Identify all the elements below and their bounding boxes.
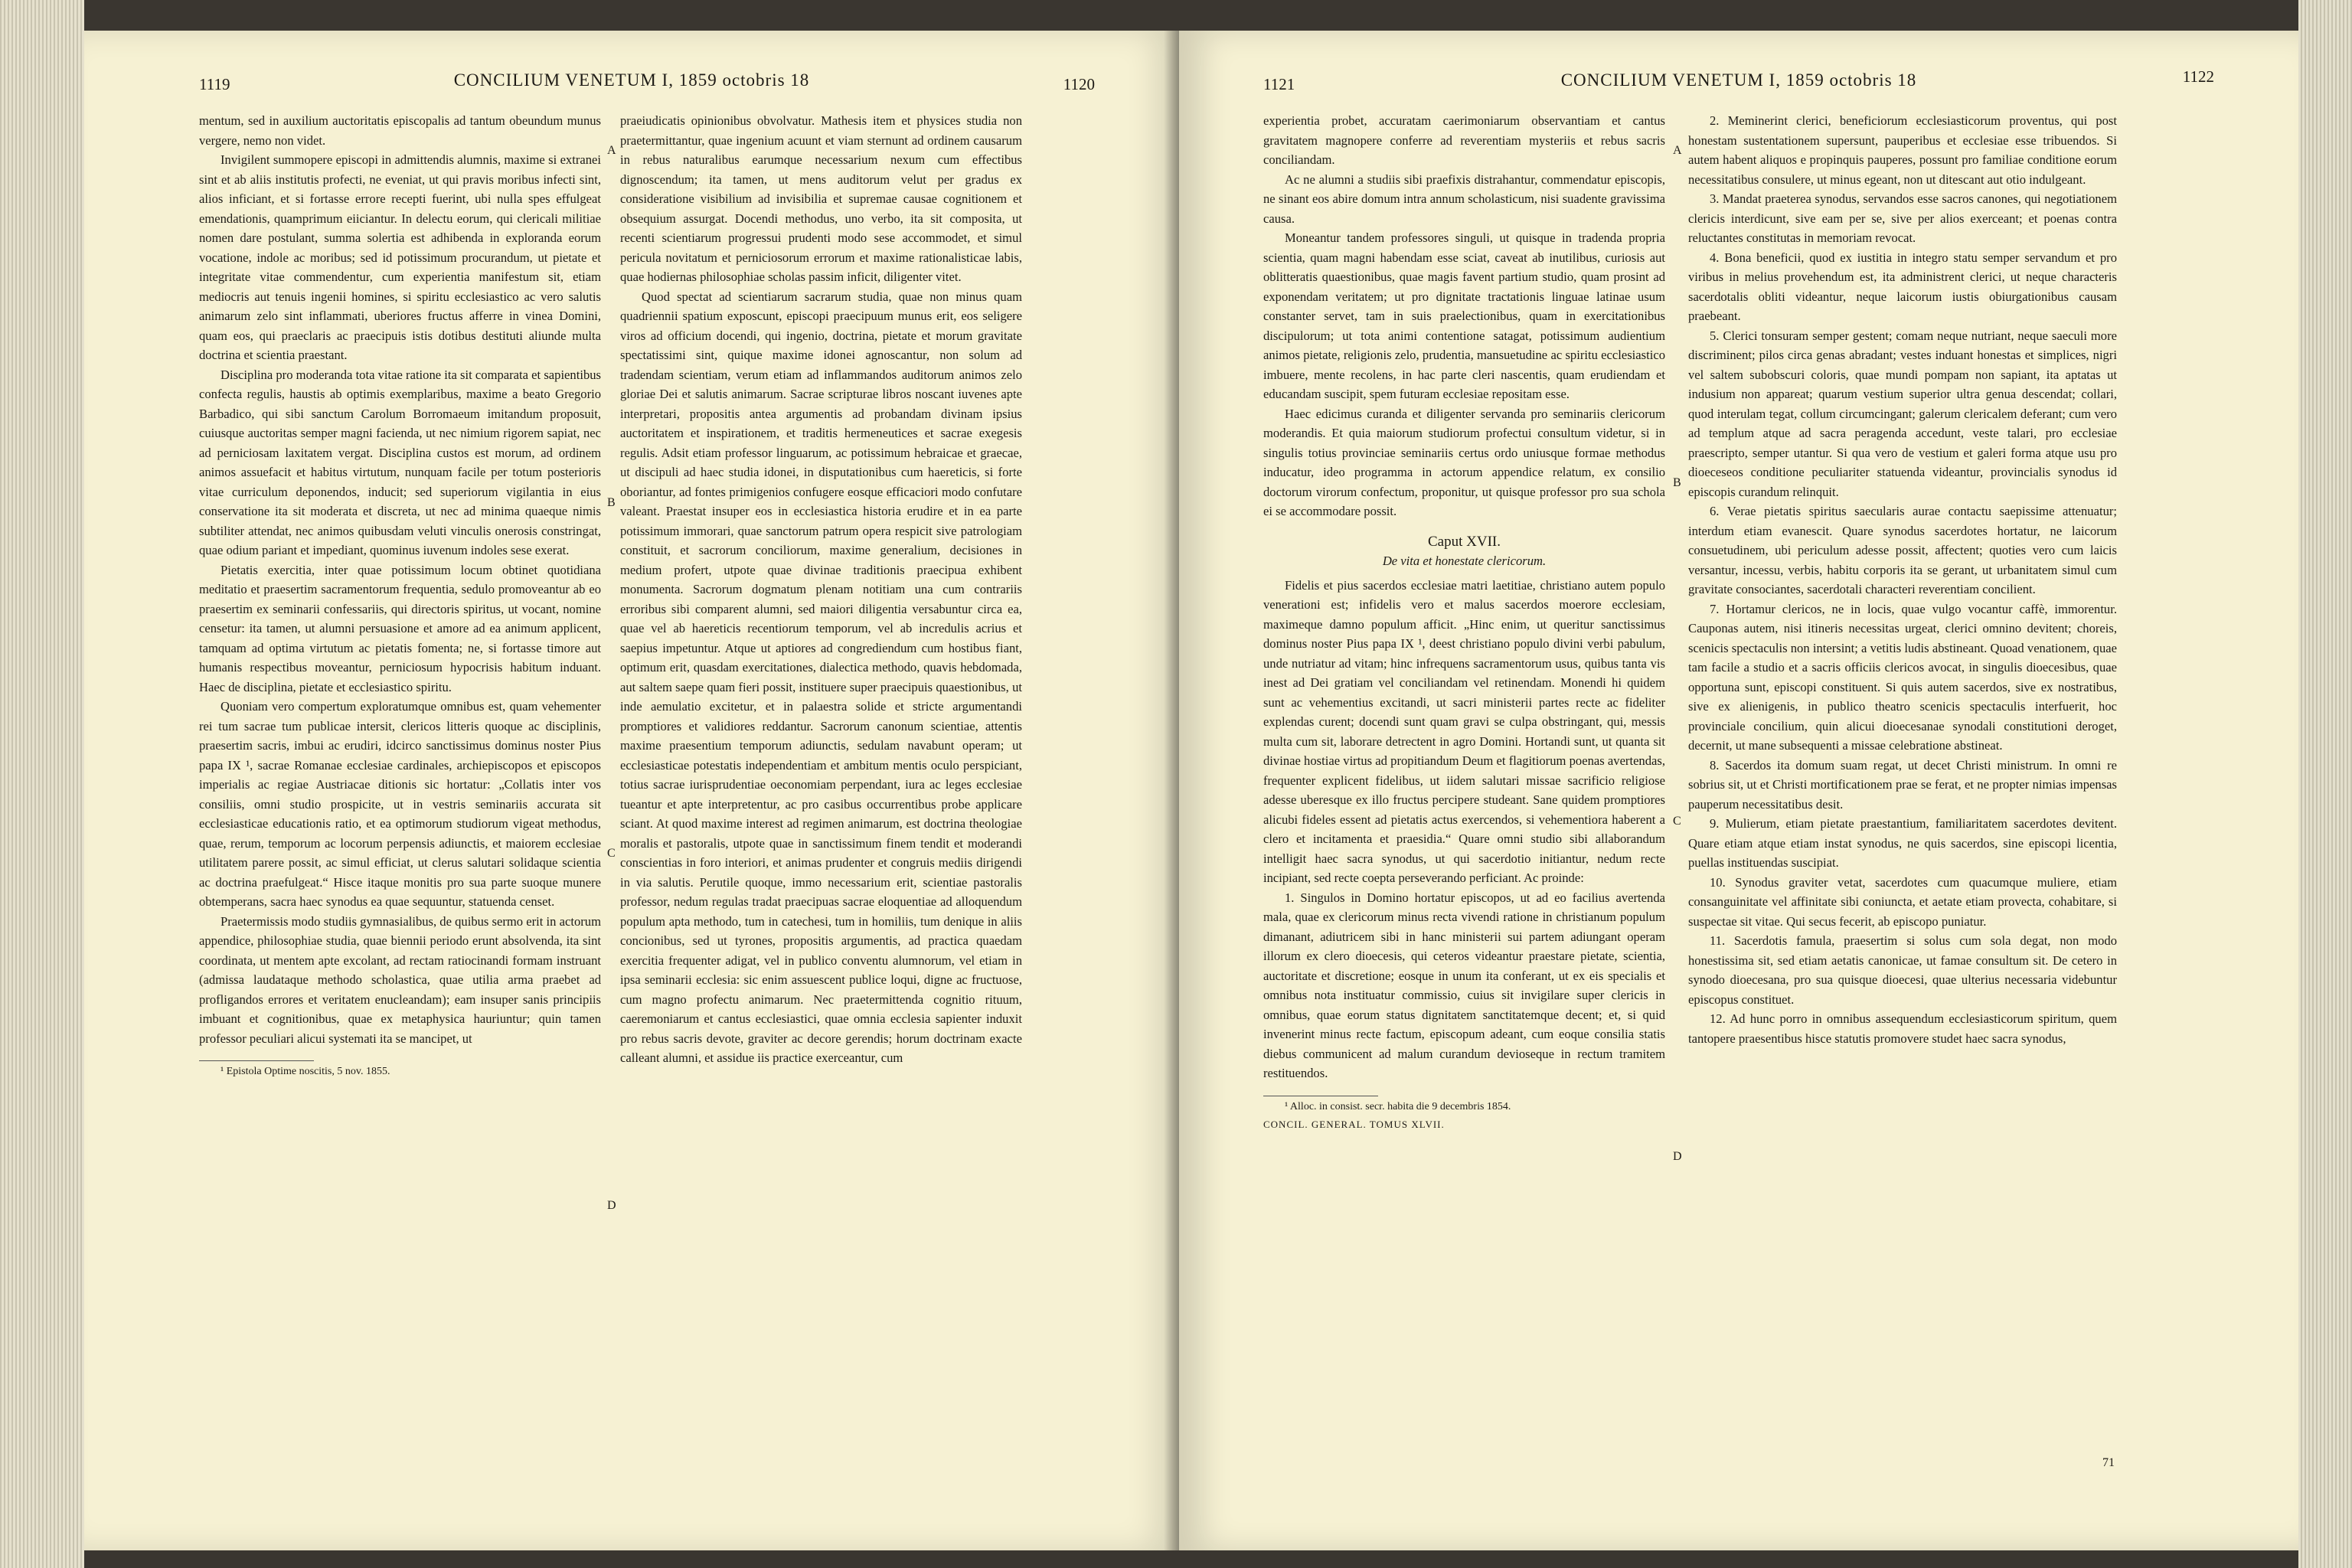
paragraph: Ac ne alumni a studiis sibi praefixis distrahantur, commendatur episcopis, ne sinant eos abire domum intra annum scholasticum, nisi suadente gravissima causa. xyxy=(1263,172,1665,226)
margin-letter-d: D xyxy=(1673,1150,1682,1163)
paragraph: 4. Bona beneficii, quod ex iustitia in integro statu semper servandum et pro viribus in melius provehendum est, ita administrent clerici, ut neque characteris sacerdotalis obliti videantur, neque laicorum iustis obiurgationibus causam praebeant. xyxy=(1688,250,2117,323)
paragraph: Fidelis et pius sacerdos ecclesiae matri laetitiae, christiano autem populo venerationi est; infidelis vero et malus sacerdos moerore ecclesiam, maximeque damno populum afficit. „Hinc enim, ut queritur sanctissimus dominus noster Pius papa IX ¹, deest christiano populo divini verbi pabulum, unde nutriatur ad vitam; hinc infrequens sacramentorum usus, quibus tanta vis inest ad Dei gratiam vel conciliandam vel retinendam. Monendi hi quidem sunt ac vehementius excitandi, ut sacri ministerii partes recte ac fideliter explendas curent; docendi sunt quam gravi se culpa obstringant, qui, messis multa cum sit, laborare detrectent in agro Domini. Hortandi sunt, ut quanta sit divinae hostiae virtus ad propitiandum Deum et flagitiorum poenas avertendas, frequenter explicent fidelibus, ut iidem salutari missae sacrificio religiose adesse uberesque ex illo fructus percipere studeant. Sane quidem promptiores alicubi fideles essent ad pietatis actus exercendos, si vehementiora haberent a clero et incitamenta et praesidia.“ Quare omni studio sibi allaborandum intelligit haec sacra synodus, ut qui sacerdotio initiantur, nedum recte incipiant, sed recte coepta perseverando perficiant. Ac proinde: xyxy=(1263,577,1665,885)
paragraph: mentum, sed in auxilium auctoritatis episcopalis ad tantum obeundum munus vergere, nemo non videt. xyxy=(199,113,601,148)
paragraph: 3. Mandat praeterea synodus, servandos esse sacros canones, qui negotiationem clericis interdicunt, sive eam per se, sive per alios exerceant; et poenas contra reluctantes constitutas in memoriam revocat. xyxy=(1688,191,2117,245)
right-page-column-1 xyxy=(1263,111,1665,1134)
margin-letter-a: A xyxy=(607,144,616,157)
paragraph: 2. Meminerint clerici, beneficiorum ecclesiasticorum proventus, qui post honestam sustentationem supersunt, pauperibus et ecclesiae esse tribuendos. Si autem habent aliquos e propinquis pauperes, possunt pro familiae conditione eorum necessitatibus consulere, ut minus egeant, non ut ditescant aut otio indulgeant. xyxy=(1688,113,2117,187)
chapter-title: De vita et honestate clericorum. xyxy=(1382,554,1547,568)
paragraph: Moneantur tandem professores singuli, ut quisque in tradenda propria scientia, quam magni habendam esse sciat, caveat ab inutilibus, curiosis aut oblitteratis quaestionibus, quae magis favent partium studio, quam prosint ad exponendam veritatem; ut pro dignitate tractationis linguae latinae usum constanter servet, tam in suis praelectionibus, quam in exercitationibus discipulorum; ut tota animi contentione satagat, potissimum audientium animos pietate, religionis zelo, prudentia, mansuetudine ac spiritu ecclesiastico imbuere, mente recolens, in hac parte cleri nascentis, quam erudiendam et educandam suscipit, spem futuram ecclesiae repositam esse. xyxy=(1263,230,1665,401)
paragraph: Quoniam vero compertum exploratumque omnibus est, quam vehementer rei tum sacrae tum publicae intersit, clericos litteris quoque ac disciplinis, praesertim sacris, imbui ac erudiri, idcirco sanctissimus dominus noster Pius papa IX ¹, sacrae Romanae ecclesiae cardinales, archiepiscopos et episcopos imperialis ac regiae Austriacae ditionis sic hortatur: „Collatis inter vos consiliis, omni studio prospicite, ut in vestris seminariis accurata sit ecclesiasticae educationis ratio, et ea optimorum studiorum vigeat methodus, quae, rerum, temporum ac locorum perpensis adiunctis, et maiorem ecclesiae utilitatem parere possit, ac simul efficiat, ut clerus salutari solidaque scientia ac doctrina praefulgeat.“ Hisce itaque monitis pro sua parte suoque munere obtemperans, sacra haec synodus ea quae sequuntur, statuenda censet. xyxy=(199,699,601,909)
signature-line: CONCIL. GENERAL. TOMUS XLVII. xyxy=(1263,1118,1445,1130)
left-page-stack-edge xyxy=(0,0,84,1568)
paragraph: 11. Sacerdotis famula, praesertim si solus cum sola degat, non modo honestissima sit, sed etiam aetatis canonicae, ut famae consultum sit. De cetero in synodo dioecesana, pro sua quisque dioecesi, quae ulterius necessaria videbuntur episcopus constituet. xyxy=(1688,933,2117,1007)
footnote: ¹ Alloc. in consist. secr. habita die 9 decembris 1854. xyxy=(1285,1100,1511,1112)
paragraph: 1. Singulos in Domino hortatur episcopos, ut ad eo facilius avertenda mala, quae ex clericorum minus recta vivendi ratione in christianum populum dimanant, adiutricem sibi in hanc ministerii sui partem adiungant operam illorum ex clero dioecesis, qui ceteros videantur praestare pietate, scientia, auctoritate et discretione; eosque in unum ita conferant, ut ex eis specialis et omnibus nota instituatur commissio, cuius sit invigilare super clericis in omnibus, quae eorum status dignitatem sanctitatemque decent; et, si quid invenerint minus recte factum, episcopum adeant, cum eoque consilia statis diebus communicent ad malum curandum devioseque in rectum tramitem restituendos. xyxy=(1263,890,1665,1080)
right-page-header xyxy=(1179,67,2298,98)
paragraph: 6. Verae pietatis spiritus saecularis aurae contactu saepissime attenuatur; interdum etiam evanescit. Quare synodus sacerdotes hortatur, ne laicorum consuetudinem, ubi periculum adesse possit, affectent; quoties vero cum laicis versantur, incessu, verbis, habitu corporis ita se gerant, ut urbanitatem simul cum gravitate consociantes, sacerdotali characteri reverentiam concilient. xyxy=(1688,504,2117,596)
margin-letter-c: C xyxy=(1673,815,1681,828)
page-number-1122: 1122 xyxy=(2182,67,2214,86)
margin-letter-a: A xyxy=(1673,144,1682,157)
right-page-column-2 xyxy=(1688,111,2117,1048)
footnote: ¹ Epistola Optime noscitis, 5 nov. 1855. xyxy=(220,1066,390,1077)
paragraph: Pietatis exercitia, inter quae potissimum locum obtinet quotidiana meditatio et praesertim sacramentorum frequentia, sedulo promoveantur ab eo praesertim ex seminarii confessariis, qui directoris spiritus, ut vocant, nomine censetur: ita tamen, ut alumni persuasione et amore ad ea animum applicent, tamquam ad optima virtutum ac pietatis fomenta; ne, si fortasse timore aut humanis respectibus moveantur, perniciosum hypocrisis habitum induant. Haec de disciplina, pietate et ecclesiastico spiritu. xyxy=(199,562,601,694)
paragraph: Haec edicimus curanda et diligenter servanda pro seminariis clericorum moderandis. Et quia maiorum studiorum profectui consultum videtur, si in singulis totius provinciae seminariis certus ordo uniusque formae methodus inducatur, ideo programma in actorum appendice relatum, ex consilio doctorum virorum confectum, proponitur, ut quisque professor pro sua schola ei se accommodare possit. xyxy=(1263,406,1665,518)
paragraph: 5. Clerici tonsuram semper gestent; comam neque nutriant, neque saeculi more discriminent; pilos circa genas abradant; vestes induant honestas et simplices, nigri vel saltem subobscuri coloris, quae mundi pompam non sapiant, ita aptatas ut indusium non appareat; quarum vestium superior ultra genua descendat; collari, quod interulam tegat, collum circumcingant; galerum clericalem deferant; cum vero ad templum atque ad sacra peragenda accedunt, veste talari, pro ecclesiae praescripto, semper utantur. Si qua vero de vestium et galeri forma atque usu pro dioeceseos conditione peculiariter statuenda videantur, provincialis synodus id episcopis curandum relinquit. xyxy=(1688,328,2117,499)
margin-letter-b: B xyxy=(1673,476,1681,489)
paragraph: experientia probet, accuratam caerimoniarum observantiam et cantus gravitatem magnopere conferre ad reverentiam mysteriis et rebus sacris conciliandam. xyxy=(1263,113,1665,167)
page-number-1120: 1120 xyxy=(1063,75,1095,93)
left-page-header xyxy=(84,67,1179,98)
right-page xyxy=(1179,31,2298,1550)
paragraph: 8. Sacerdos ita domum suam regat, ut decet Christi ministrum. In omni re sobrius sit, ut et Christi mortificationem prae se ferat, et ne propter nimias impensas pauperum necessitatibus desit. xyxy=(1688,757,2117,812)
running-head-right: CONCILIUM VENETUM I, 1859 octobris 18 xyxy=(1560,70,1917,90)
running-head-left: CONCILIUM VENETUM I, 1859 octobris 18 xyxy=(453,70,810,90)
paragraph: 7. Hortamur clericos, ne in locis, quae vulgo vocantur caffè, immorentur. Cauponas autem, nisi itineris necessitas urgeat, clerici omnino devitent; choreis, scenicis spectaculis non intersint; a vetitis ludis abstineant. Quoad venationem, quae tam facile a studio et a sacris officiis clericos avocat, in singulis dioecesibus, quae opportuna sunt, episcopi constituent. Si quis autem sacerdos, sive ex nostratibus, sive ex alienigenis, in publico theatro scenicis spectaculis interfuerit, hoc provinciale concilium, quin alicui dioecesanae synodali constitutioni deroget, decernit, ut mane subsequenti a missae celebratione abstineat. xyxy=(1688,601,2117,753)
right-page-stack-edge xyxy=(2298,0,2352,1568)
paragraph: 10. Synodus graviter vetat, sacerdotes cum quacumque muliere, etiam consanguinitate vel affinitate sibi coniuncta, et aetate etiam provecta, cohabitare, si suspectae sit vitae. Qui secus fecerit, ab episcopo puniatur. xyxy=(1688,874,2117,929)
paragraph: Disciplina pro moderanda tota vitae ratione ita sit comparata et sapientibus confecta regulis, haustis ab optimis exemplaribus, maxime a beato Gregorio Barbadico, qui sibi sanctum Carolum Borromaeum imitandum proposuit, cuiusque auctoritas semper magni facienda, ut nec nimium rigorem sapiat, nec ad perniciosam laxitatem vergat. Disciplina custos est morum, ad ordinem animos assuefacit et habitus virtutum, nunquam facile per totum posterioris vitae curriculum deponendos, inducit; sed superiorum vigilantia in eius conservatione ita sit moderata et discreta, ut nec ad minima quaeque nimis subtiliter attendat, nec animos quibusdam veluti vinculis onerosis constringat, quae odium pariant et impediant, quominus iuvenum indoles sese exerat. xyxy=(199,367,601,557)
paragraph: Praetermissis modo studiis gymnasialibus, de quibus sermo erit in actorum appendice, philosophiae studia, quae biennii periodo erunt absolvenda, ita sint coordinata, ut mentem apte excolant, ad rectam ratiocinandi formam instruant (admissa laudataque methodo scholastica, quae utilia arma praebet ad profligandos errores et veritatem enucleandam); eam insuper sanis principiis imbuant et cognitionibus, quae ex metaphysica hauriuntur; quin tamen professor peculiari alicui systemati ita se mancipet, ut xyxy=(199,913,601,1046)
paragraph: 9. Mulierum, etiam pietate praestantium, familiaritatem sacerdotes devitent. Quare etiam atque etiam instat synodus, ne quis sacerdos, sine episcopi licentia, puellas instituendas suscipiat. xyxy=(1688,816,2117,870)
margin-letter-d: D xyxy=(607,1199,616,1212)
paragraph: praeiudicatis opinionibus obvolvatur. Mathesis item et physices studia non praetermittantur, quae ingenium acuunt et viam sternunt ad ordinem causarum in rebus naturalibus earumque necessarium nexum cum effectibus dignoscendum; ita tamen, ut mens auditorum velut per gradus ex consideratione visibilium ad invisibilia et supremae causae cognitionem et obsequium assurgat. Docendi methodus, uno verbo, ita sit composita, ut recenti scientiarum progressui prudenti modo sese accommodet, et simul pericula novitatum et perniciosorum errorum et maxime rationalisticae labis, quae hodiernas philosophiae scholas passim inficit, diligenter vitet. xyxy=(620,113,1022,284)
page-number-1121: 1121 xyxy=(1263,75,1295,93)
margin-letter-c: C xyxy=(607,847,616,860)
page-number-1119: 1119 xyxy=(199,75,230,93)
footnote-rule xyxy=(199,1060,314,1061)
paragraph: 12. Ad hunc porro in omnibus assequendum ecclesiasticorum spiritum, quem tantopere praesentibus hisce statutis promovere studet haec sacra synodus, xyxy=(1688,1011,2117,1046)
paragraph: Quod spectat ad scientiarum sacrarum studia, quae non minus quam quadriennii spatium exposcunt, episcopi praecipuum munus erit, eos seligere viros ad officium docendi, qui ingenio, doctrina, pietate et morum gravitate spectatissimi sint, quique maxime idonei agnoscantur, non solum ad tradendam scientiam, verum etiam ad inflammandos auditorum animos zelo gloriae Dei et salutis animarum. Sacrae scripturae libros noscant iuvenes apte interpretari, propositis antea argumentis ad probandam divinam ipsius auctoritatem et inspirationem, et traditis hermeneutices et sacrae exegesis regulis. Adsit etiam professor linguarum, ac potissimum hebraicae et graecae, ut discipuli ad haec studia idonei, in disputationibus cum haereticis, si forte oboriantur, ad fontes primigenios confugere eosque efficaciori modo confutare valeant. Praestat insuper eos in ecclesiastica historia erudire et in ea parte potissimum immorari, quae sanctorum patrum opera respicit sive patrologiam constituit, et sacrorum conciliorum, maxime generalium, decisiones in medium profert, utpote quae divinae traditionis praecipua exhibent monumenta. Sacrorum dogmatum plenam notitiam una cum contrariis erroribus sibi comparent alumni, sed maiori diligentia versabuntur circa ea, quae vel ab haereticis recentiorum temporum, vel ab incredulis acrius et saepius impetuntur. Atque ut aptiores ad congrediendum cum hostibus fiant, optimum erit, quasdam exercitationes, dialectica methodo, quavis hebdomada, aut saltem saepe quam fieri possit, instituere super praecipuis quaestionibus, ut inde aemulatio excitetur, et in palaestra solide et stricte argumentandi promptiores et validiores reddantur. Sacrorum canonum scientiae, attentis maxime praesentium temporum adiunctis, sedulam navabunt operam; ut ecclesiasticae potestatis independentiam et ambitum mentis oculo perspiciant, totius sacrae iurisprudentiae oeconomiam perpendant, iura ac leges ecclesiae tueantur et apte interpretentur, ac pro casibus occurrentibus probe applicare sciant. At quod maxime interest ad regimen animarum, est doctrina theologiae moralis et pastoralis, utpote quae in sanctissimum finem tendit et moderandi conscientias in foro interiori, et animas prudenter et congruis mediis dirigendi in via salutis. Perutile quoque, immo necessarium erit, scientiae pastoralis professor, nedum regulas tradat praecipuas sacrae eloquentiae ad alloquendum populum apta methodo, tum in catechesi, tum in homiliis, tum denique in aliis concionibus, sed ut tyrones, propositis argumentis, ad practica quaedam exercitia frequenter adigat, vel in publico conventu alumnorum, vel etiam in ipsa seminarii ecclesia: sic enim assuescent publice loqui, digne ac fructuose, cum magno profectu animarum. Nec praetermittenda cognitio rituum, caeremoniarum et cantus ecclesiastici, quae omnia ecclesia sapienter induxit pro rebus sacris devote, graviter ac decore gerendis; horum doctrinam exacte calleant alumni, et assidue iis practice exerceantur, cum xyxy=(620,289,1022,1065)
chapter-heading: Caput XVII. xyxy=(1428,533,1501,550)
left-page xyxy=(84,31,1179,1550)
left-page-column-2 xyxy=(620,111,1022,1068)
paragraph: Invigilent summopere episcopi in admittendis alumnis, maxime si extranei sint et ab aliis institutis profecti, ne eveniat, ut qui pravis moribus infecti sint, alios inficiant, et si fortasse errore recepti fuerint, ubi nulla spes effulgeat emendationis, quamprimum eiiciantur. In delectu eorum, qui clericali militiae nomen dare postulant, summa solertia est adhibenda in exploranda eorum vocatione, indole ac moribus; sed id potissimum procurandum, ut pietate et integritate vitae commendentur, cum experientia manifestum sit, etiam mediocris aut tenuis ingenii homines, si spiritu ecclesiastico ac vero salutis animarum zelo sint inflammati, uberiores fructus afferre in vinea Domini, quam eos, qui praeclaris ac praecipuis istis dotibus destituti aliunde multa doctrina et scientia praestant. xyxy=(199,152,601,362)
left-page-column-1 xyxy=(199,111,601,1080)
signature-number: 71 xyxy=(2102,1456,2115,1469)
margin-letter-b: B xyxy=(607,496,616,509)
